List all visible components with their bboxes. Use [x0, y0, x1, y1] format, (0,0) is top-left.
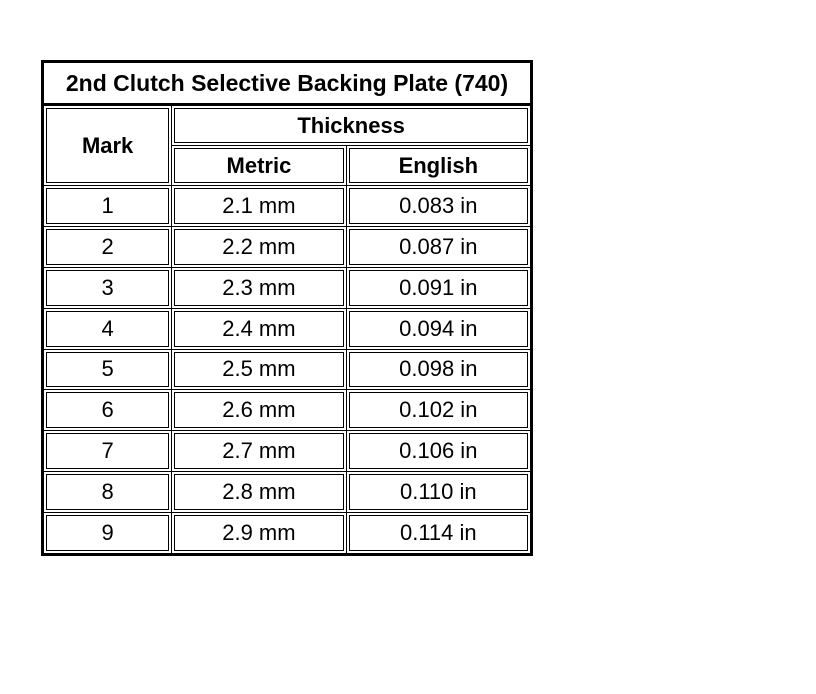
- table-row: [43, 226, 532, 267]
- table-row: [43, 267, 532, 308]
- thickness-group-header: Thickness: [172, 105, 532, 146]
- english-cell: 0.114 in: [346, 513, 531, 555]
- metric-cell: 2.7 mm: [172, 431, 346, 472]
- english-cell: 0.094 in: [346, 308, 531, 349]
- metric-cell: 2.2 mm: [172, 226, 346, 267]
- english-cell: 0.098 in: [346, 349, 531, 390]
- english-cell: 0.102 in: [346, 390, 531, 431]
- english-cell: 0.110 in: [346, 472, 531, 513]
- metric-cell: 2.3 mm: [172, 267, 346, 308]
- mark-cell: 7: [43, 431, 172, 472]
- table-row: [43, 349, 532, 390]
- english-cell: 0.083 in: [346, 186, 531, 227]
- mark-cell: 4: [43, 308, 172, 349]
- mark-cell: 6: [43, 390, 172, 431]
- metric-cell: 2.6 mm: [172, 390, 346, 431]
- backing-plate-spec-table: [41, 60, 533, 556]
- metric-cell: 2.4 mm: [172, 308, 346, 349]
- table-row: [43, 513, 532, 555]
- mark-cell: 1: [43, 186, 172, 227]
- mark-cell: 8: [43, 472, 172, 513]
- english-cell: 0.091 in: [346, 267, 531, 308]
- metric-cell: 2.1 mm: [172, 186, 346, 227]
- metric-column-header: Metric: [172, 146, 346, 186]
- mark-cell: 9: [43, 513, 172, 555]
- table-title: 2nd Clutch Selective Backing Plate (740): [43, 62, 532, 105]
- metric-cell: 2.9 mm: [172, 513, 346, 555]
- mark-column-header: Mark: [43, 105, 172, 186]
- english-cell: 0.087 in: [346, 226, 531, 267]
- table-row: [43, 390, 532, 431]
- table-row: [43, 431, 532, 472]
- english-column-header: English: [346, 146, 531, 186]
- table-row: [43, 186, 532, 227]
- table-row: [43, 308, 532, 349]
- mark-cell: 2: [43, 226, 172, 267]
- metric-cell: 2.8 mm: [172, 472, 346, 513]
- mark-cell: 3: [43, 267, 172, 308]
- mark-cell: 5: [43, 349, 172, 390]
- table-row: [43, 472, 532, 513]
- metric-cell: 2.5 mm: [172, 349, 346, 390]
- english-cell: 0.106 in: [346, 431, 531, 472]
